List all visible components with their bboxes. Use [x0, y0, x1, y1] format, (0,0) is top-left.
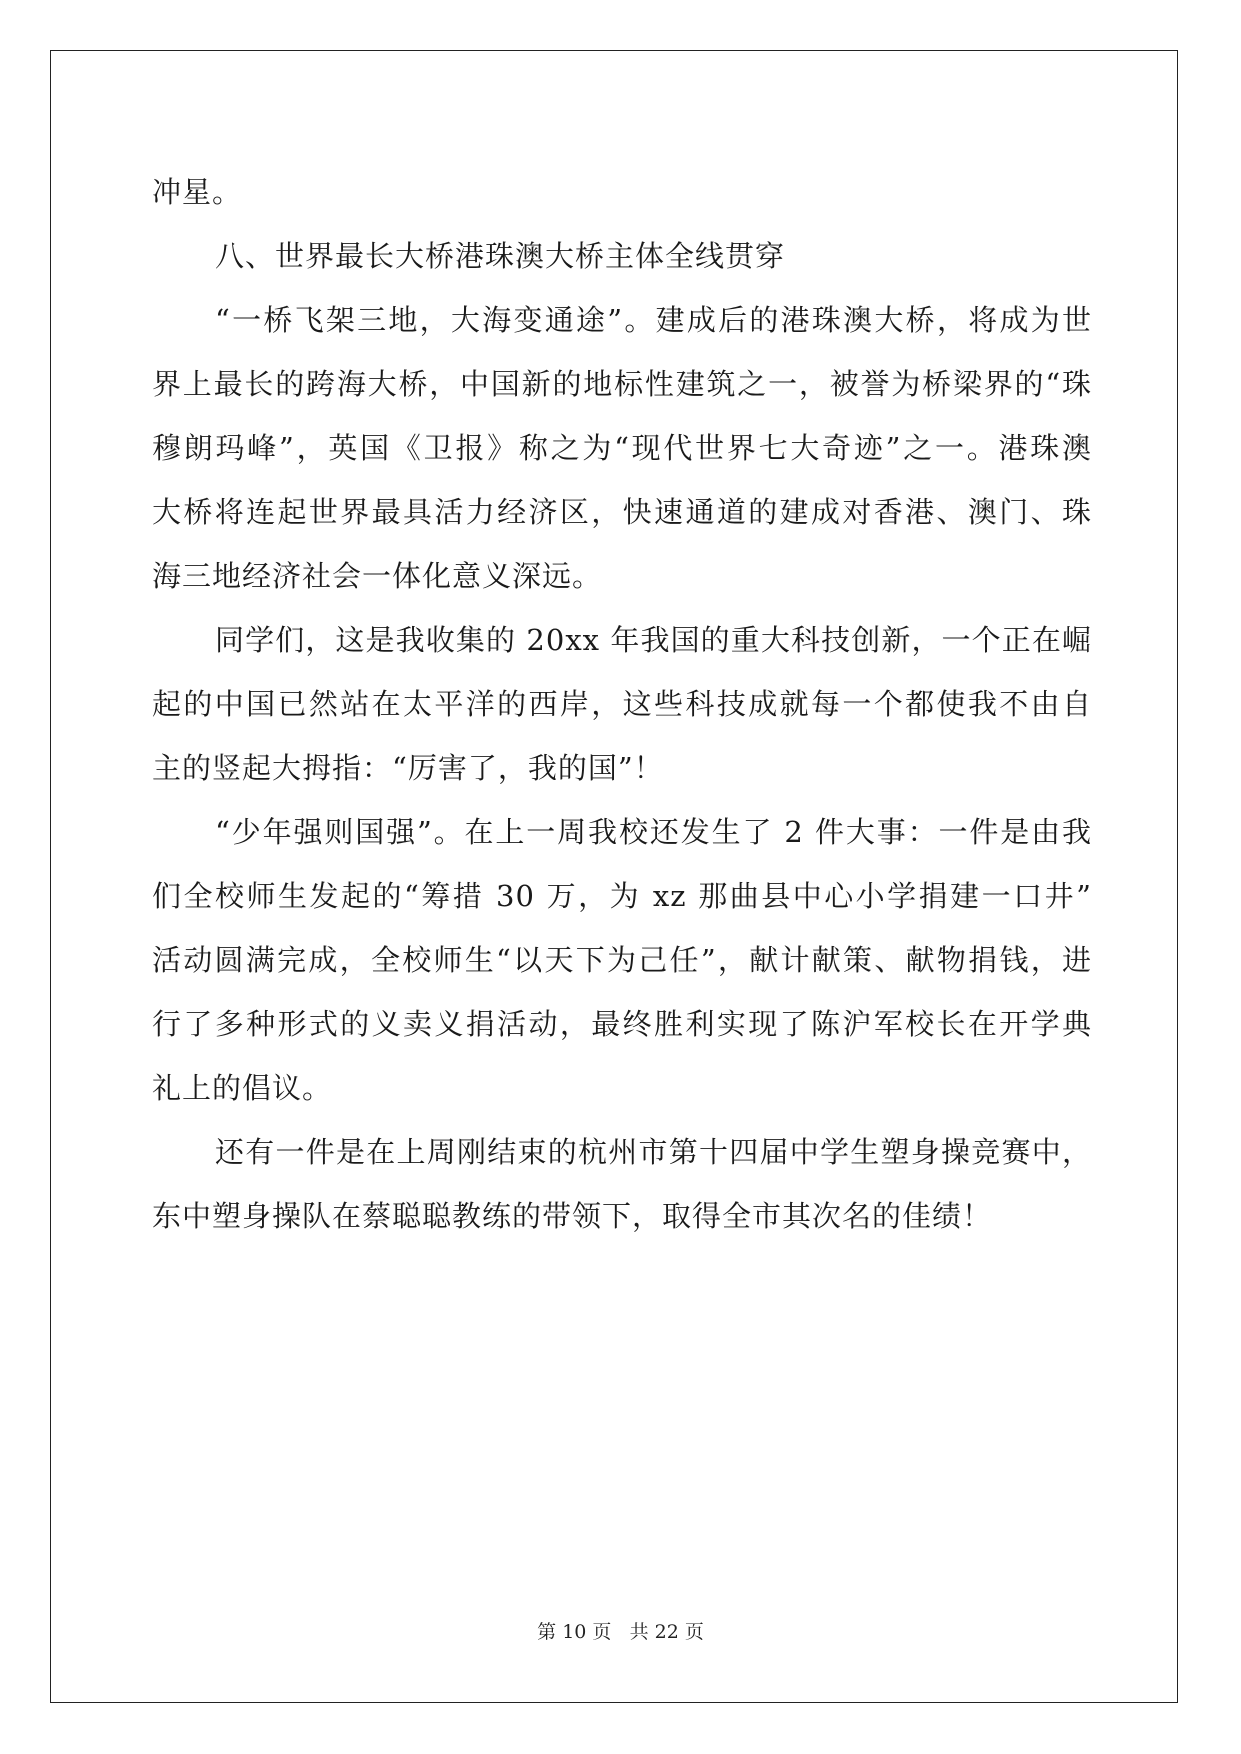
- text-line: 界上最长的跨海大桥，中国新的地标性建筑之一，被誉为桥梁界的“珠: [152, 367, 1092, 401]
- page-footer: [0, 1617, 1241, 1644]
- text-line: 礼上的倡议。: [152, 1071, 333, 1105]
- text-line: 穆朗玛峰”，英国《卫报》称之为“现代世界七大奇迹”之一。港珠澳: [152, 431, 1092, 465]
- text-line: 同学们，这是我收集的 20xx 年我国的重大科技创新，一个正在崛: [215, 623, 1092, 657]
- text-line: 还有一件是在上周刚结束的杭州市第十四届中学生塑身操竞赛中，: [215, 1135, 1092, 1169]
- text-line: 主的竖起大拇指：“厉害了，我的国”！: [152, 751, 664, 785]
- text-line: 起的中国已然站在太平洋的西岸，这些科技成就每一个都使我不由自: [152, 687, 1092, 721]
- text-line: 八、世界最长大桥港珠澳大桥主体全线贯穿: [215, 239, 786, 273]
- page-number: 第 10 页: [537, 1621, 612, 1643]
- text-line: “少年强则国强”。在上一周我校还发生了 2 件大事：一件是由我: [215, 815, 1092, 849]
- text-line: 东中塑身操队在蔡聪聪教练的带领下，取得全市其次名的佳绩！: [152, 1199, 993, 1233]
- text-line: 冲星。: [152, 175, 243, 209]
- text-line: 活动圆满完成，全校师生“以天下为己任”，献计献策、献物捐钱，进: [152, 943, 1092, 977]
- text-line: 海三地经济社会一体化意义深远。: [152, 559, 603, 593]
- text-line: “一桥飞架三地，大海变通途”。建成后的港珠澳大桥，将成为世: [215, 303, 1092, 337]
- document-body: [152, 160, 1092, 1248]
- text-line: 大桥将连起世界最具活力经济区，快速通道的建成对香港、澳门、珠: [152, 495, 1092, 529]
- page-total: 共 22 页: [629, 1621, 704, 1643]
- text-line: 行了多种形式的义卖义捐活动，最终胜利实现了陈沪军校长在开学典: [152, 1007, 1092, 1041]
- text-line: 们全校师生发起的“筹措 30 万，为 xz 那曲县中心小学捐建一口井”: [152, 879, 1092, 913]
